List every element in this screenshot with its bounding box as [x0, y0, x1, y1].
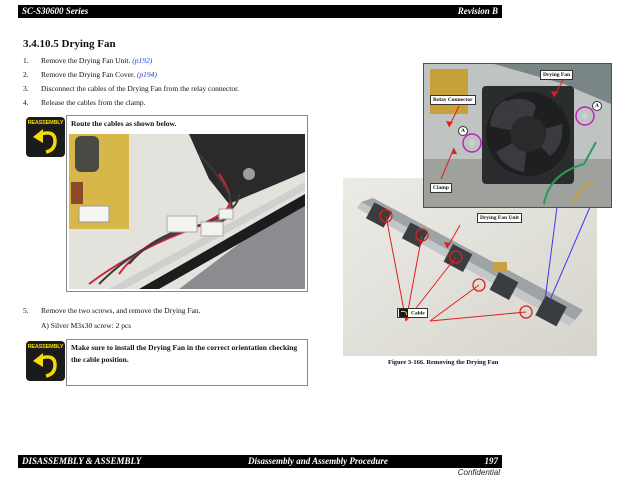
- label-drying-fan: Drying Fan: [540, 70, 573, 80]
- footer-bar: [18, 455, 502, 468]
- header-revision: Revision B: [457, 6, 498, 16]
- label-clamp: Clamp: [430, 183, 452, 193]
- reassembly-icon: REASSEMBLY: [26, 341, 65, 381]
- link-p194[interactable]: (p194): [136, 70, 157, 79]
- footer-page-number: 197: [484, 456, 498, 466]
- figure-caption: Figure 3-166. Removing the Drying Fan: [388, 359, 499, 366]
- drying-fan-closeup-inset: [423, 63, 612, 208]
- header-series: SC-S30600 Series: [22, 6, 89, 16]
- link-p192[interactable]: (p192): [132, 56, 153, 65]
- label-relay-connector: Relay Connector: [430, 95, 476, 105]
- reassembly-icon: REASSEMBLY: [26, 117, 65, 157]
- label-cable: Cable: [397, 308, 428, 318]
- label-screw-a-left: A: [458, 126, 468, 136]
- confidential-label: Confidential: [457, 468, 500, 477]
- footer-chapter: DISASSEMBLY & ASSEMBLY: [22, 456, 142, 466]
- substep-screw: A) Silver M3x30 screw: 2 pcs: [41, 321, 132, 330]
- label-drying-fan-unit: Drying Fan Unit: [477, 213, 522, 223]
- reassembly-note-2: Make sure to install the Drying Fan in the correct orientation checking the cable position.: [66, 339, 308, 386]
- footer-section: Disassembly and Assembly Procedure: [248, 456, 388, 466]
- section-title: 3.4.10.5 Drying Fan: [23, 38, 116, 50]
- reassembly-note-1: Route the cables as shown below.: [66, 115, 308, 292]
- label-screw-a-right: A: [592, 101, 602, 111]
